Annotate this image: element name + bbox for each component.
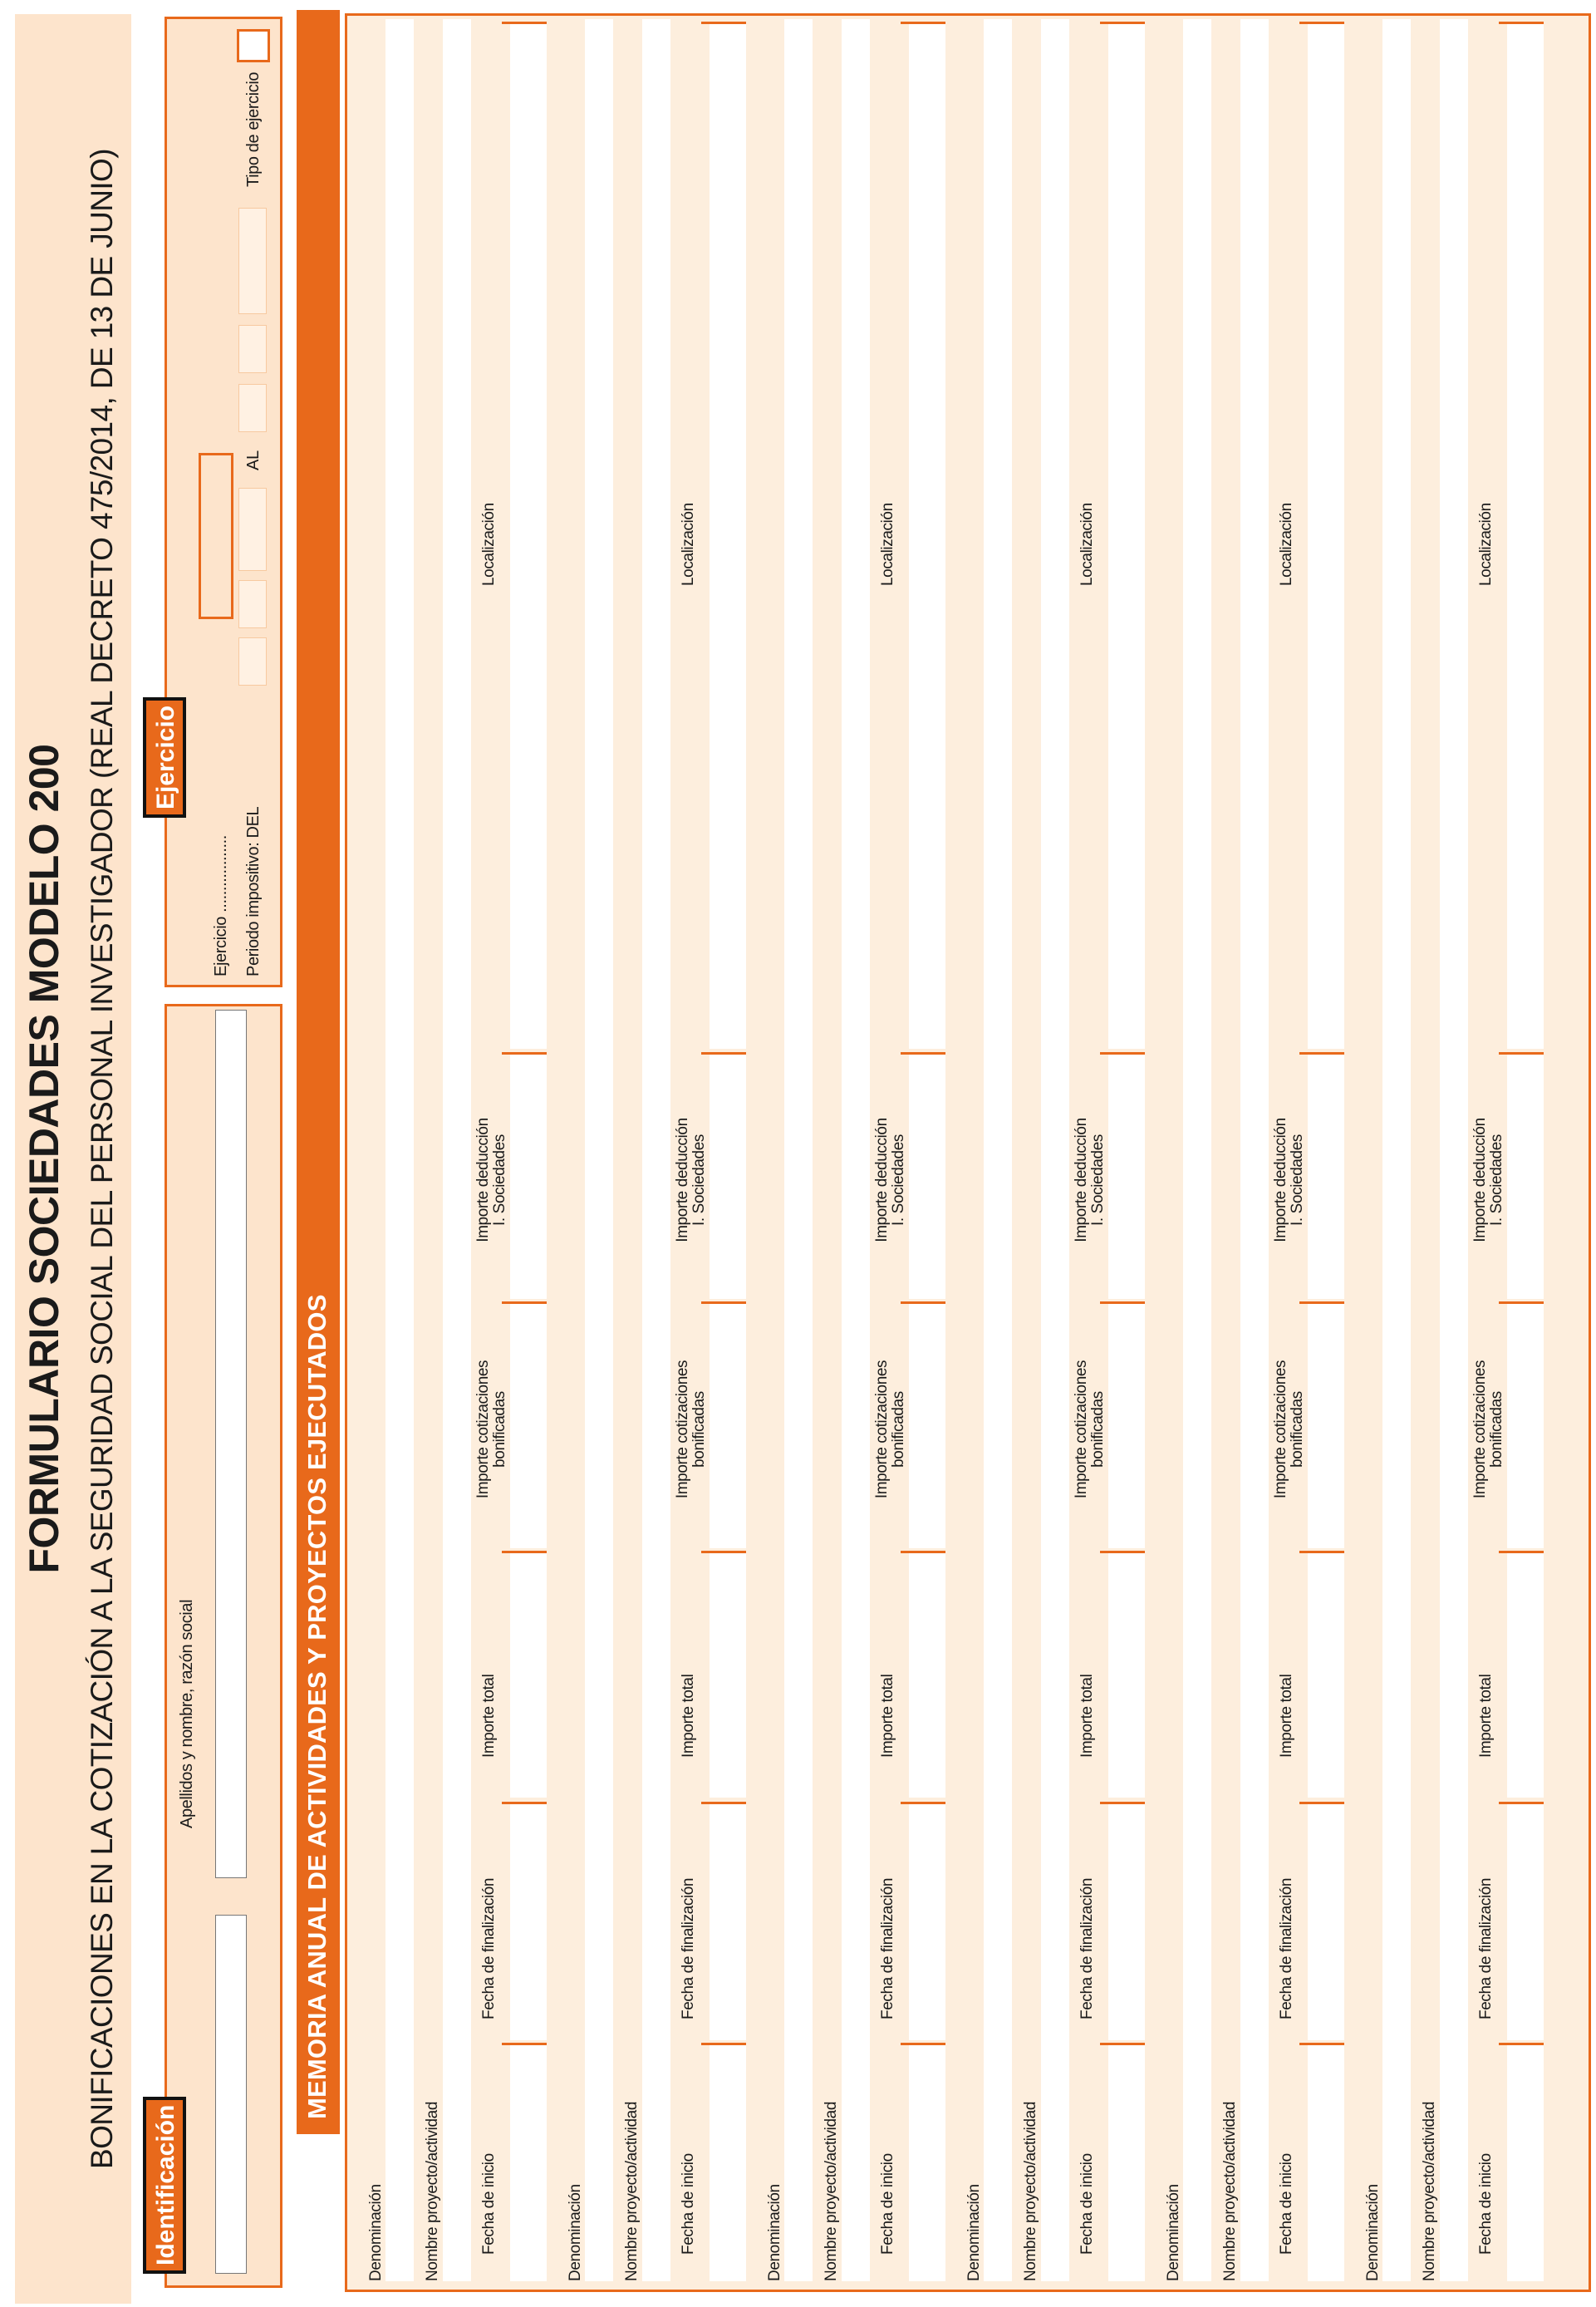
field-divider — [1299, 1551, 1344, 1553]
ejercicio-panel — [165, 17, 282, 987]
importe-cotizaciones-field[interactable] — [1108, 1304, 1145, 1548]
importe-total-field[interactable] — [909, 1553, 945, 1798]
field-divider — [1299, 2043, 1344, 2045]
nombre-proyecto-label: Nombre proyecto/actividad — [424, 2102, 441, 2281]
importe-deduccion-label-line1: Importe deducción — [474, 1118, 492, 1242]
importe-deduccion-label-line2: I. Sociedades — [491, 1134, 508, 1226]
importe-cotizaciones-label-line1: Importe cotizaciones — [1272, 1360, 1289, 1499]
nombre-proyecto-field[interactable] — [1240, 19, 1269, 2281]
field-divider — [901, 1052, 945, 1055]
memoria-form — [345, 13, 1591, 2292]
fecha-inicio-label: Fecha de inicio — [879, 2153, 896, 2255]
field-divider — [1499, 1301, 1544, 1304]
importe-cotizaciones-field[interactable] — [710, 1304, 746, 1548]
tipo-ejercicio-label: Tipo de ejercicio — [244, 71, 263, 187]
fecha-fin-label: Fecha de finalización — [1278, 1877, 1295, 2019]
identificacion-tab: Identificación — [143, 2097, 186, 2274]
importe-cotizaciones-label — [475, 1317, 508, 1542]
field-divider — [1100, 1551, 1145, 1553]
field-divider — [1299, 22, 1344, 24]
al-month-input[interactable] — [238, 325, 267, 373]
importe-cotizaciones-label-line2: bonificadas — [491, 1391, 508, 1468]
field-divider — [901, 1802, 945, 1804]
field-divider — [502, 1802, 547, 1804]
importe-total-field[interactable] — [510, 1553, 547, 1798]
importe-deduccion-field[interactable] — [510, 1055, 547, 1299]
localizacion-field[interactable] — [1108, 24, 1145, 1049]
importe-total-label: Importe total — [1278, 1674, 1295, 1758]
memoria-section-title: MEMORIA ANUAL DE ACTIVIDADES Y PROYECTOS EJECUTADOS — [297, 10, 340, 2134]
field-divider — [901, 1551, 945, 1553]
importe-deduccion-field[interactable] — [1308, 1055, 1344, 1299]
fecha-inicio-field[interactable] — [510, 2045, 547, 2281]
project-block — [754, 16, 954, 2290]
nif-field[interactable] — [215, 1915, 247, 2274]
importe-cotizaciones-field[interactable] — [1308, 1304, 1344, 1548]
fecha-fin-field[interactable] — [1507, 1804, 1544, 2040]
localizacion-label: Localización — [480, 503, 498, 586]
field-divider — [502, 22, 547, 24]
field-divider — [1100, 22, 1145, 24]
field-divider — [502, 1301, 547, 1304]
denominacion-label: Denominación — [367, 2184, 385, 2281]
fecha-inicio-label: Fecha de inicio — [480, 2153, 498, 2255]
importe-cotizaciones-label — [675, 1317, 708, 1542]
denominacion-label: Denominación — [965, 2184, 983, 2281]
importe-deduccion-label-line1: Importe deducción — [1073, 1118, 1090, 1242]
name-field[interactable] — [215, 1010, 247, 1878]
fecha-inicio-field[interactable] — [710, 2045, 746, 2281]
importe-deduccion-label-line2: I. Sociedades — [1289, 1134, 1306, 1226]
importe-total-field[interactable] — [1507, 1553, 1544, 1798]
project-block — [555, 16, 754, 2290]
page-subtitle: BONIFICACIONES EN LA COTIZACIÓN A LA SEGURIDAD SOCIAL DEL PERSONAL INVESTIGADOR (REAL DECRETO 475/2014, DE 13 DE JUNIO) — [85, 149, 119, 2169]
fecha-inicio-label: Fecha de inicio — [680, 2153, 697, 2255]
denominacion-label: Denominación — [1165, 2184, 1182, 2281]
importe-deduccion-label-line2: I. Sociedades — [1488, 1134, 1505, 1226]
importe-deduccion-label — [1472, 1068, 1505, 1292]
field-divider — [1499, 1551, 1544, 1553]
importe-total-label: Importe total — [680, 1674, 697, 1758]
importe-deduccion-label-line1: Importe deducción — [1272, 1118, 1289, 1242]
importe-deduccion-field[interactable] — [909, 1055, 945, 1299]
importe-total-label: Importe total — [879, 1674, 896, 1758]
field-divider — [901, 22, 945, 24]
importe-cotizaciones-label-line1: Importe cotizaciones — [674, 1360, 691, 1499]
importe-cotizaciones-label-line2: bonificadas — [690, 1391, 708, 1468]
nombre-proyecto-field[interactable] — [642, 19, 670, 2281]
del-day-input[interactable] — [238, 637, 267, 686]
field-divider — [901, 1301, 945, 1304]
importe-cotizaciones-label — [1273, 1317, 1306, 1542]
denominacion-label: Denominación — [1364, 2184, 1382, 2281]
importe-deduccion-label-line1: Importe deducción — [1471, 1118, 1489, 1242]
project-block — [1153, 16, 1353, 2290]
al-year-input[interactable] — [238, 208, 267, 314]
field-divider — [1499, 1802, 1544, 1804]
localizacion-label: Localización — [1078, 503, 1096, 586]
fecha-inicio-field[interactable] — [1108, 2045, 1145, 2281]
importe-total-field[interactable] — [1108, 1553, 1145, 1798]
importe-total-field[interactable] — [710, 1553, 746, 1798]
importe-deduccion-label-line2: I. Sociedades — [690, 1134, 708, 1226]
field-divider — [701, 22, 746, 24]
fecha-inicio-field[interactable] — [909, 2045, 945, 2281]
importe-cotizaciones-label-line1: Importe cotizaciones — [1073, 1360, 1090, 1499]
field-divider — [1100, 1301, 1145, 1304]
periodo-label: Periodo impositivo: DEL — [244, 806, 263, 976]
field-divider — [701, 2043, 746, 2045]
title-band — [15, 14, 131, 2304]
fecha-inicio-label: Fecha de inicio — [1078, 2153, 1096, 2255]
ejercicio-label: Ejercicio .................. — [212, 835, 230, 976]
importe-total-field[interactable] — [1308, 1553, 1344, 1798]
importe-deduccion-label — [675, 1068, 708, 1292]
localizacion-field[interactable] — [510, 24, 547, 1049]
ejercicio-tab: Ejercicio — [143, 697, 186, 818]
field-divider — [1100, 1802, 1145, 1804]
localizacion-label: Localización — [1278, 503, 1295, 586]
field-divider — [1100, 1052, 1145, 1055]
importe-total-label: Importe total — [1477, 1674, 1495, 1758]
field-divider — [1499, 2043, 1544, 2045]
nombre-proyecto-label: Nombre proyecto/actividad — [1221, 2102, 1239, 2281]
denominacion-field[interactable] — [1382, 19, 1411, 2281]
importe-total-label: Importe total — [480, 1674, 498, 1758]
importe-cotizaciones-field[interactable] — [909, 1304, 945, 1548]
localizacion-field[interactable] — [909, 24, 945, 1049]
nombre-proyecto-field[interactable] — [443, 19, 471, 2281]
importe-deduccion-field[interactable] — [1507, 1055, 1544, 1299]
importe-deduccion-label — [874, 1068, 907, 1292]
denominacion-label: Denominación — [567, 2184, 584, 2281]
fecha-inicio-label: Fecha de inicio — [1477, 2153, 1495, 2255]
fecha-fin-label: Fecha de finalización — [1477, 1877, 1495, 2019]
field-divider — [901, 2043, 945, 2045]
importe-cotizaciones-field[interactable] — [1507, 1304, 1544, 1548]
importe-deduccion-label-line1: Importe deducción — [674, 1118, 691, 1242]
project-block — [954, 16, 1153, 2290]
fecha-fin-label: Fecha de finalización — [680, 1877, 697, 2019]
field-divider — [1299, 1052, 1344, 1055]
fecha-fin-field[interactable] — [909, 1804, 945, 2040]
fecha-inicio-label: Fecha de inicio — [1278, 2153, 1295, 2255]
project-block — [1353, 16, 1552, 2290]
localizacion-field[interactable] — [710, 24, 746, 1049]
importe-cotizaciones-label-line1: Importe cotizaciones — [474, 1360, 492, 1499]
field-divider — [502, 1551, 547, 1553]
fecha-fin-field[interactable] — [1308, 1804, 1344, 2040]
importe-cotizaciones-label-line2: bonificadas — [890, 1391, 907, 1468]
localizacion-label: Localización — [879, 503, 896, 586]
importe-cotizaciones-field[interactable] — [510, 1304, 547, 1548]
field-divider — [502, 1052, 547, 1055]
nombre-proyecto-field[interactable] — [1440, 19, 1468, 2281]
importe-cotizaciones-label-line1: Importe cotizaciones — [1471, 1360, 1489, 1499]
field-divider — [502, 2043, 547, 2045]
fecha-inicio-field[interactable] — [1308, 2045, 1344, 2281]
fecha-fin-label: Fecha de finalización — [879, 1877, 896, 2019]
localizacion-field[interactable] — [1507, 24, 1544, 1049]
denominacion-label: Denominación — [766, 2184, 783, 2281]
field-divider — [701, 1301, 746, 1304]
fecha-fin-label: Fecha de finalización — [1078, 1877, 1096, 2019]
fecha-inicio-field[interactable] — [1507, 2045, 1544, 2281]
importe-cotizaciones-label — [1073, 1317, 1107, 1542]
del-month-input[interactable] — [238, 580, 267, 628]
localizacion-field[interactable] — [1308, 24, 1344, 1049]
nombre-proyecto-label: Nombre proyecto/actividad — [1421, 2102, 1438, 2281]
importe-total-label: Importe total — [1078, 1674, 1096, 1758]
identificacion-panel — [165, 1004, 282, 2288]
importe-cotizaciones-label-line1: Importe cotizaciones — [873, 1360, 891, 1499]
field-divider — [1100, 2043, 1145, 2045]
denominacion-field[interactable] — [1183, 19, 1211, 2281]
fecha-fin-label: Fecha de finalización — [480, 1877, 498, 2019]
nombre-proyecto-label: Nombre proyecto/actividad — [823, 2102, 840, 2281]
localizacion-label: Localización — [680, 503, 697, 586]
al-label: AL — [244, 450, 263, 470]
nombre-proyecto-field[interactable] — [842, 19, 870, 2281]
fecha-fin-field[interactable] — [710, 1804, 746, 2040]
field-divider — [701, 1052, 746, 1055]
field-divider — [1499, 1052, 1544, 1055]
fecha-fin-field[interactable] — [510, 1804, 547, 2040]
importe-deduccion-label — [475, 1068, 508, 1292]
fecha-fin-field[interactable] — [1108, 1804, 1145, 2040]
importe-deduccion-label — [1073, 1068, 1107, 1292]
nombre-proyecto-label: Nombre proyecto/actividad — [623, 2102, 641, 2281]
al-day-input[interactable] — [238, 384, 267, 432]
field-divider — [701, 1551, 746, 1553]
page-title: FORMULARIO SOCIEDADES MODELO 200 — [21, 744, 67, 1574]
localizacion-label: Localización — [1477, 503, 1495, 586]
project-block — [356, 16, 555, 2290]
importe-deduccion-label-line2: I. Sociedades — [1089, 1134, 1107, 1226]
importe-cotizaciones-label-line2: bonificadas — [1289, 1391, 1306, 1468]
importe-deduccion-field[interactable] — [710, 1055, 746, 1299]
field-divider — [701, 1802, 746, 1804]
importe-cotizaciones-label — [874, 1317, 907, 1542]
field-divider — [1499, 22, 1544, 24]
denominacion-field[interactable] — [784, 19, 813, 2281]
importe-deduccion-field[interactable] — [1108, 1055, 1145, 1299]
tipo-ejercicio-checkbox[interactable] — [237, 29, 270, 62]
denominacion-field[interactable] — [984, 19, 1012, 2281]
importe-cotizaciones-label-line2: bonificadas — [1089, 1391, 1107, 1468]
denominacion-field[interactable] — [585, 19, 613, 2281]
importe-deduccion-label — [1273, 1068, 1306, 1292]
field-divider — [1299, 1301, 1344, 1304]
importe-deduccion-label-line1: Importe deducción — [873, 1118, 891, 1242]
ejercicio-input[interactable] — [199, 453, 233, 619]
del-year-input[interactable] — [238, 488, 267, 571]
denominacion-field[interactable] — [385, 19, 414, 2281]
field-divider — [1299, 1802, 1344, 1804]
importe-deduccion-label-line2: I. Sociedades — [890, 1134, 907, 1226]
nombre-proyecto-label: Nombre proyecto/actividad — [1022, 2102, 1039, 2281]
name-label: Apellidos y nombre, razón social — [178, 1599, 196, 1828]
importe-cotizaciones-label-line2: bonificadas — [1488, 1391, 1505, 1468]
importe-cotizaciones-label — [1472, 1317, 1505, 1542]
nombre-proyecto-field[interactable] — [1041, 19, 1069, 2281]
